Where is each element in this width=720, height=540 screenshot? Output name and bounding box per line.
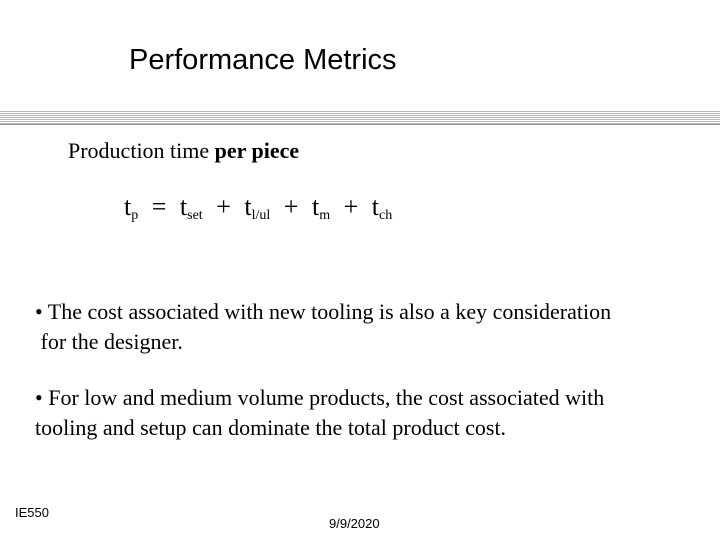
formula-term-base: t xyxy=(244,192,252,221)
footer-course: IE550 xyxy=(15,505,49,520)
production-time-formula xyxy=(124,192,392,224)
formula-plus: + xyxy=(216,192,231,221)
bullet-line: • For low and medium volume products, the cost associated with xyxy=(35,385,605,410)
subtitle-plain: Production time xyxy=(68,138,215,163)
formula-term-sub: m xyxy=(319,208,331,223)
formula-term-base: t xyxy=(311,192,320,221)
formula-term-change xyxy=(372,192,392,224)
formula-term-sub: set xyxy=(187,208,203,223)
footer-date: 9/9/2020 xyxy=(329,516,380,531)
formula-plus: + xyxy=(283,192,299,221)
bullet-tooling-cost xyxy=(35,297,695,357)
subtitle-bold: per piece xyxy=(214,138,300,163)
formula-equals: = xyxy=(151,192,167,221)
formula-term-base: t xyxy=(179,192,188,221)
formula-term-load-unload xyxy=(244,192,270,224)
bullet-volume-cost xyxy=(35,383,695,443)
formula-term-set xyxy=(180,192,203,224)
formula-lhs-sub: p xyxy=(131,208,139,223)
formula-term-sub: l/ul xyxy=(251,208,271,223)
title-divider-shadow xyxy=(0,124,720,125)
bullet-line: for the designer. xyxy=(35,329,183,354)
subtitle xyxy=(68,138,299,164)
formula-lhs-base: t xyxy=(124,192,132,221)
bullet-line: tooling and setup can dominate the total product cost. xyxy=(35,415,507,440)
title-divider xyxy=(0,111,720,125)
formula-lhs xyxy=(124,192,138,224)
formula-plus: + xyxy=(343,192,359,221)
bullet-line: • The cost associated with new tooling is also a key consideration xyxy=(35,299,612,324)
formula-term-base: t xyxy=(371,192,379,221)
formula-term-machining xyxy=(312,192,330,224)
formula-term-sub: ch xyxy=(378,208,393,223)
slide-title: Performance Metrics xyxy=(129,44,397,76)
